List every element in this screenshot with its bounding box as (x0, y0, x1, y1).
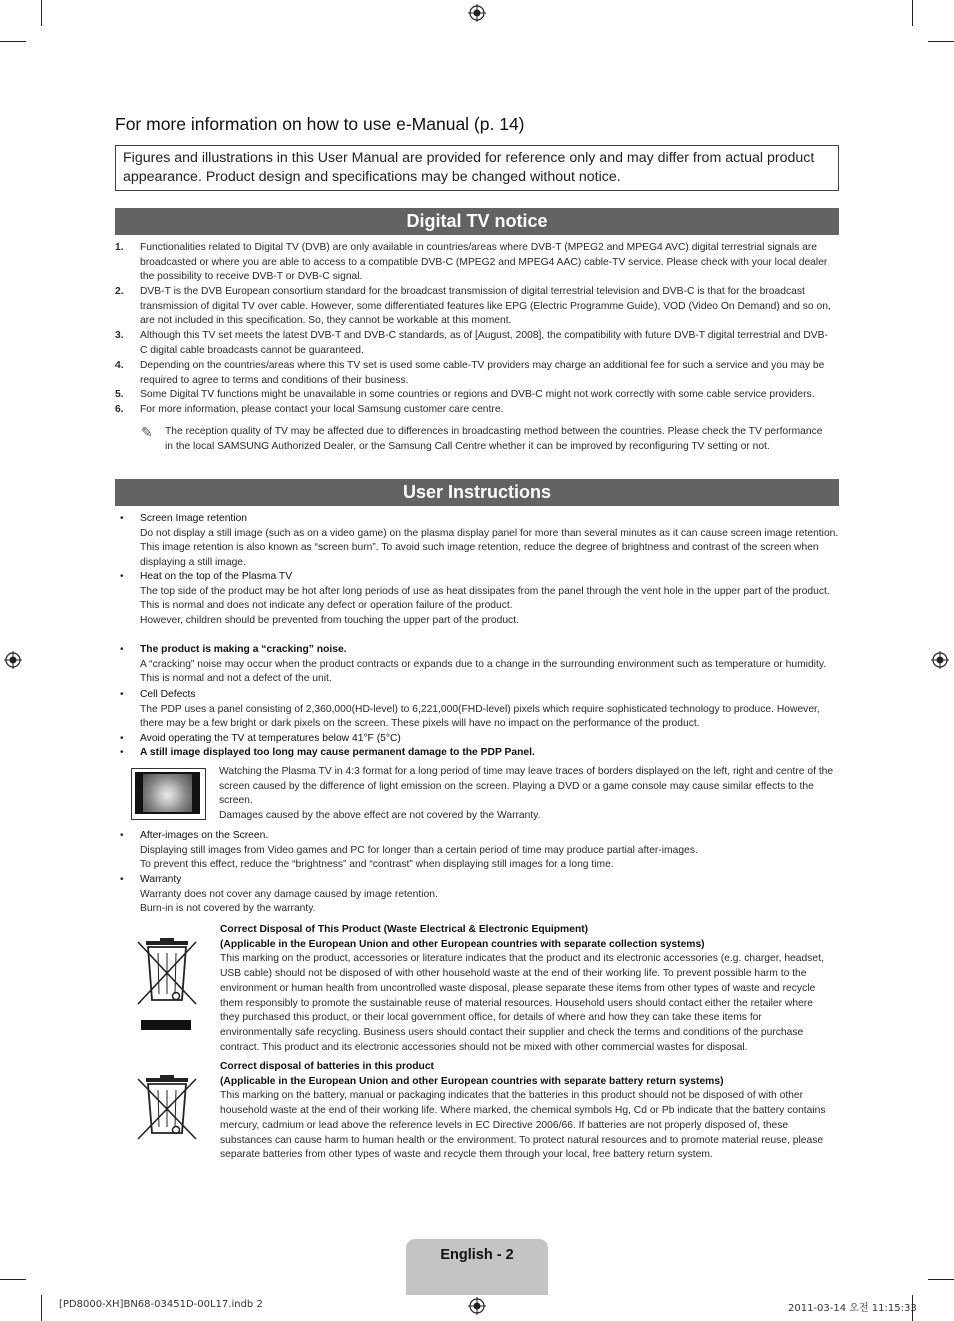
registration-mark-icon (468, 4, 486, 22)
list-item (115, 359, 835, 388)
list-number: 4. (115, 360, 124, 371)
still-image-text: Damages caused by the above effect are not covered by the Warranty. (219, 810, 541, 822)
list-text: Functionalities related to Digital TV (DVB) are only available in countries/areas where DVB-T (MPEG2 and MPEG4 AVC) digital terrestrial signals are broadcasted or where you are able to access to a compatible DVB-C (MPEG2 and MPEG4 AAC) cable-TV service. Please check with your local dealer the possibility to receive DVB-T or DVB-C signal. (140, 242, 828, 283)
instruction-item (120, 643, 840, 687)
crop-mark (0, 41, 26, 42)
note-text: The reception quality of TV may be affected due to differences in broadcasting method between the countries. Please check the TV performance in the local SAMSUNG Authorized Dealer, or the Samsung Call Centre whether it can be improved by reconfiguring TV setting or not. (165, 426, 823, 452)
list-text: For more information, please contact your local Samsung customer care centre. (140, 404, 504, 415)
instruction-body: A “cracking” noise may occur when the product contracts or expands due to a change in the surrounding environment such as temperature or humidity. This is normal and not a defect of the unit. (140, 658, 827, 685)
instruction-body: Warranty does not cover any damage caused by image retention. (140, 888, 438, 900)
instruction-title: After-images on the Screen. (140, 830, 269, 841)
list-text: Depending on the countries/areas where this TV set is used some cable-TV providers may charge an additional fee for such a service and you may be required to agree to terms and conditions of their business. (140, 360, 825, 386)
instruction-item (120, 570, 840, 629)
list-number: 3. (115, 330, 124, 341)
page-number-tab (406, 1239, 548, 1295)
instruction-item (120, 873, 840, 917)
weee-title: Correct Disposal of This Product (Waste Electrical & Electronic Equipment) (220, 924, 589, 935)
battery-disposal-notice (220, 1060, 835, 1163)
list-number: 5. (115, 389, 124, 400)
list-item (115, 403, 835, 418)
crop-mark (41, 0, 42, 26)
page-title: For more information on how to use e-Manual (p. 14) (115, 114, 525, 134)
battery-body: This marking on the battery, manual or packaging indicates that the batteries in this product should not be disposed of with other household waste at the end of their working life. Where marked, the chemical symbols Hg, Cd or Pb indicate that the battery contains mercury, cadmium or lead above the reference levels in EC Directive 2006/66. If batteries are not properly disposed of, these substances can cause harm to human health or the environment. To protect natural resources and to promote material reuse, please separate batteries from other types of waste and recycle them through your local, free battery return system. (220, 1090, 826, 1161)
instruction-body: Do not display a still image (such as on a video game) on the plasma display panel for more than several minutes as it can cause screen image retention. This image retention is also known as “screen burn”. To avoid such image retention, reduce the degree of brightness and contrast of the screen when displaying a still image. (140, 527, 839, 569)
list-number: 6. (115, 404, 124, 415)
instruction-title: Screen Image retention (140, 513, 248, 524)
list-item (115, 241, 835, 285)
bullet: • (120, 689, 124, 700)
instruction-body: The top side of the product may be hot after long periods of use as heat dissipates from the panel through the vent hole in the upper part of the product. (140, 585, 830, 597)
instruction-title: A still image displayed too long may cause permanent damage to the PDP Panel. (140, 747, 535, 758)
instruction-body: The PDP uses a panel consisting of 2,360,000(HD-level) to 6,221,000(FHD-level) pixels which require sophisticated technology to produce. However, there may be a few bright or dark pixels on the screen. These pixels will have no impact on the performance of the product. (140, 703, 820, 730)
list-number: 2. (115, 286, 124, 297)
print-slug-right: 2011-03-14 오전 11:15:33 (788, 1303, 917, 1314)
bullet: • (120, 874, 124, 885)
instruction-body: However, children should be prevented from touching the upper part of the product. (140, 615, 519, 627)
instruction-item (120, 829, 840, 873)
battery-title: Correct disposal of batteries in this product (220, 1061, 434, 1072)
crop-mark (912, 0, 913, 26)
bullet: • (120, 644, 124, 655)
bullet: • (120, 830, 124, 841)
instruction-title: Avoid operating the TV at temperatures below 41°F (5°C) (140, 733, 401, 744)
crossed-wheelie-bin-icon (134, 938, 200, 1032)
plasma-tv-thumbnail (131, 768, 206, 820)
instruction-title: The product is making a “cracking” noise. (140, 644, 347, 655)
list-item (115, 329, 835, 358)
still-image-warning (219, 765, 834, 824)
crop-mark (928, 1279, 954, 1280)
registration-mark-icon (931, 651, 949, 669)
bullet: • (120, 513, 124, 524)
pencil-note-icon: ✎ (141, 424, 153, 440)
instruction-body: To prevent this effect, reduce the “brightness” and “contrast” when displaying still images for a long time. (140, 859, 614, 871)
section-heading-user-instructions: User Instructions (115, 479, 839, 506)
list-text: Although this TV set meets the latest DVB-T and DVB-C standards, as of [August, 2008], the compatibility with future DVB-T digital terrestrial and DVB-C digital cable broadcasts cannot be guaranteed. (140, 330, 828, 356)
list-number: 1. (115, 242, 124, 253)
reception-note (141, 425, 831, 454)
weee-disposal-notice (220, 923, 835, 1055)
weee-body: This marking on the product, accessories or literature indicates that the product and its electronic accessories (e.g. charger, headset, USB cable) should not be disposed of with other household waste at the end of their working life. To prevent possible harm to the environment or human health from uncontrolled waste disposal, please separate these items from other types of waste and recycle them responsibly to promote the sustainable reuse of material resources. Household users should contact either the retailer where they purchased this product, or their local government office, for details of where and how they can take these items for environmentally safe recycling. Business users should contact their supplier and check the terms and conditions of the purchase contract. This product and its electronic accessories should not be mixed with other commercial wastes for disposal. (220, 953, 824, 1053)
crop-mark (928, 41, 954, 42)
battery-subtitle: (Applicable in the European Union and other European countries with separate battery return systems) (220, 1075, 724, 1087)
registration-mark-icon (468, 1297, 486, 1315)
instruction-item (120, 512, 840, 571)
list-item (115, 285, 835, 329)
instruction-item (120, 688, 840, 732)
print-slug-left: [PD8000-XH]BN68-03451D-00L17.indb 2 (59, 1299, 263, 1310)
crossed-wheelie-bin-icon (134, 1075, 200, 1143)
list-text: DVB-T is the DVB European consortium standard for the broadcast transmission of digital terrestrial television and DVB-C is that for the broadcast transmission of digital TV over cable. However, some differentiated features like EPG (Electric Programme Guide), VOD (Video On Demand) and so on, are not included in this specification. So, they cannot be workable at this moment. (140, 286, 831, 327)
registration-mark-icon (4, 651, 22, 669)
disclaimer-box: Figures and illustrations in this User Manual are provided for reference only and may differ from actual product appearance. Product design and specifications may be changed without notice. (115, 145, 839, 191)
instruction-title: Cell Defects (140, 689, 196, 700)
crop-mark (41, 1295, 42, 1321)
weee-subtitle: (Applicable in the European Union and other European countries with separate collection systems) (220, 938, 705, 950)
bullet: • (120, 747, 124, 758)
bullet: • (120, 571, 124, 582)
still-image-text: Watching the Plasma TV in 4:3 format for a long period of time may leave traces of borders displayed on the left, right and centre of the screen caused by the difference of light emission on the screen. Playing a DVD or a game console may cause similar effects to the screen. (219, 766, 834, 807)
instruction-title: Warranty (140, 874, 182, 885)
instruction-body: Displaying still images from Video games and PC for longer than a certain period of time may produce partial after-images. (140, 844, 698, 856)
instruction-body: Burn-in is not covered by the warranty. (140, 903, 316, 915)
instruction-item (120, 732, 840, 747)
bullet: • (120, 733, 124, 744)
crop-mark (0, 1279, 26, 1280)
instruction-title: Heat on the top of the Plasma TV (140, 571, 293, 582)
section-heading-digital-tv: Digital TV notice (115, 208, 839, 235)
list-text: Some Digital TV functions might be unavailable in some countries or regions and DVB-C might not work correctly with some cable service providers. (140, 389, 815, 400)
list-item (115, 388, 835, 403)
instruction-body: This is normal and does not indicate any defect or operation failure of the product. (140, 600, 513, 612)
instruction-item (120, 746, 840, 761)
page-number: English - 2 (440, 1247, 514, 1263)
